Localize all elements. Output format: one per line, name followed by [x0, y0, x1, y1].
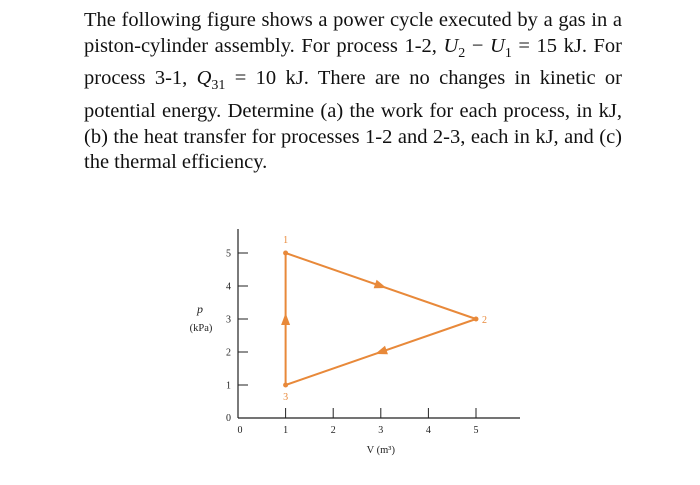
axes	[238, 229, 520, 418]
state-3-label: 3	[283, 392, 289, 403]
y-tick-label: 3	[226, 314, 231, 326]
x-tick-label: 3	[378, 425, 384, 436]
state-1-point	[283, 251, 288, 256]
problem-text-run: The following figure shows a power cycle executed by a gas in a piston-cylinder assembly. For process 1-2,	[84, 9, 622, 57]
y-axis-unit: (kPa)	[189, 323, 213, 334]
y-tick-label: 2	[226, 347, 231, 359]
math-subscript: 2	[458, 45, 466, 61]
math-symbol: U	[443, 34, 459, 57]
y-tick-label: 1	[226, 380, 231, 392]
axis-labels	[190, 302, 396, 456]
state-2-point	[474, 317, 479, 322]
problem-text-run: = 15 kJ. For process 3-1,	[84, 34, 623, 90]
state-1-label: 1	[283, 235, 289, 246]
process-3-1-arrow	[281, 313, 290, 325]
math-symbol: Q	[196, 67, 212, 90]
x-tick-label: 2	[330, 425, 336, 436]
problem-text-run: −	[465, 34, 491, 57]
process-1-2-arrow	[374, 280, 388, 292]
process-2-3-arrow	[374, 346, 388, 358]
cycle-lines	[281, 235, 487, 403]
state-3-point	[283, 383, 288, 388]
y-tick-label: 5	[226, 248, 231, 260]
origin-x-label: 0	[237, 425, 243, 436]
x-tick-label: 4	[425, 425, 431, 436]
problem-text-run: = 10 kJ. There are no changes in kinetic or potential energy. Determine (a) the work for each process, in kJ, (b) the heat transfer for processes 1-2 and 2-3, each in kJ, and (c) the thermal efficiency.	[84, 67, 622, 174]
math-subscript: 1	[504, 45, 512, 61]
origin-y-label: 0	[226, 413, 231, 424]
math-symbol: U	[490, 34, 505, 57]
y-tick-label: 4	[226, 281, 231, 293]
x-axis-label: V (m³)	[366, 445, 395, 456]
x-tick-label: 5	[473, 425, 479, 436]
y-axis-label: p	[197, 302, 203, 316]
math-subscript: 31	[211, 78, 226, 94]
state-2-label: 2	[482, 315, 487, 326]
x-tick-label: 1	[283, 425, 289, 436]
